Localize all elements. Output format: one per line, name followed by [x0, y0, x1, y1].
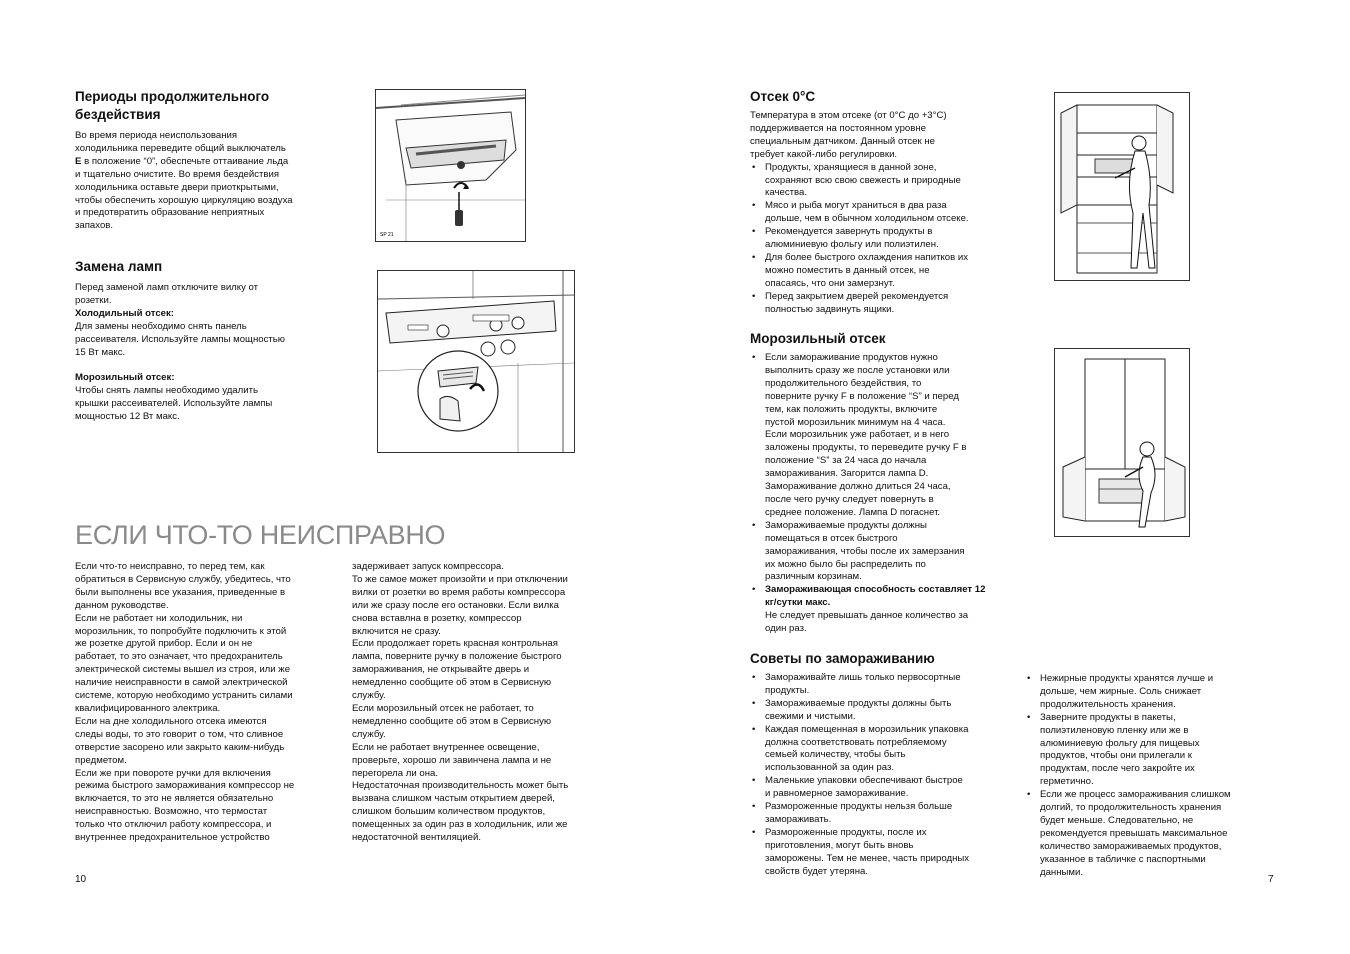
trouble-section: [75, 520, 445, 551]
freezer-label: Морозильный отсек:: [75, 372, 175, 384]
list-item: [750, 291, 1010, 317]
list-item: [750, 200, 1010, 226]
list-item: [750, 520, 1010, 585]
freezer-figure: [1054, 348, 1190, 537]
figure-code: SP 21: [380, 232, 394, 238]
freezer-illustration: [1055, 349, 1189, 536]
text-line: поверните ручку F в положение “S” и перед: [765, 390, 959, 402]
text-line: • Замораживайте лишь только первосортные: [765, 672, 961, 683]
freezer-bullets: [750, 352, 1010, 636]
tips-column-2: [1025, 673, 1275, 880]
text-line: количество замораживаемых продуктов,: [1040, 840, 1222, 852]
text-line: герметично.: [1040, 776, 1094, 788]
text-line: • Каждая помещенная в морозильник упаковка: [765, 723, 969, 735]
fridge-figure: [1054, 92, 1190, 281]
idle-section: [75, 88, 335, 233]
text-line: положение “S” за 24 часа до начала: [765, 455, 927, 467]
text-line: замораживать.: [765, 813, 832, 825]
list-item: [750, 801, 1010, 827]
text-line: выполнить сразу же после установки или: [765, 364, 950, 376]
text-line: рекомендуется превышать максимальное: [1040, 827, 1228, 839]
text-line: должна соответствовать потребляемому: [765, 736, 947, 748]
text-line: тем, как положить продукты, включите: [765, 403, 938, 415]
text-line: продуктам, после чего закройте их: [1040, 763, 1195, 775]
text-line: продуктов, чтобы они прилегали к: [1040, 750, 1193, 762]
text-line: заложены продукты, то переведите ручку F в: [765, 442, 967, 454]
list-item: [750, 698, 1010, 724]
text-line: использованной за один раз.: [765, 762, 895, 774]
page-number-right: 7: [1268, 874, 1274, 885]
idle-text: Во время периода неиспользования холодильника переведите общий выключатель E в положение “0”, обеспечьте оттаивание льда и тщательно очистите. Во время бездействия холодильника оставьте двери приоткрытыми, чтобы обеспечить хорошую циркуляцию воздуха и предотвратить образование неприятных запахов.: [75, 130, 293, 232]
text-line: продукты.: [765, 684, 810, 696]
text-line: • Маленькие упаковки обеспечивают быстрое: [765, 775, 963, 787]
lamp-panel-figure: [375, 89, 526, 242]
text-line: после чего ручку следует повернуть в: [765, 493, 934, 505]
list-item: [750, 672, 1010, 698]
text-line: • Мясо и рыба могут храниться в два раза: [765, 200, 947, 212]
text-line: данными.: [1040, 866, 1084, 878]
text-line: • Размороженные продукты, после их: [765, 826, 927, 838]
lamps-title: Замена ламп: [75, 259, 163, 274]
list-item: [750, 352, 1010, 520]
text-line: заморожены. Тем не менее, часть природных: [765, 852, 970, 864]
lamps-text: Перед заменой ламп отключите вилку от розетки. Холодильный отсек: Для замены необходимо снять панель рассеивателя. Используйте лампы мощностью 15 Вт макс. Морозильный отсек: Чтобы снять лампы необходимо удалить крышки рассеивателей. Используйте лампы мощностью 12 Вт макс.: [75, 282, 335, 424]
list-item: [750, 775, 1010, 801]
text-line: • Для более быстрого охлаждения напитков их: [765, 251, 969, 263]
text-line: кг/сутки макс.: [765, 597, 831, 609]
freezer-title: Морозильный отсек: [750, 331, 886, 346]
freezer-section: [750, 330, 1010, 636]
text-line: • Замораживаемые продукты должны быть: [765, 697, 952, 709]
zero-intro: Температура в этом отсеке (от 0°C до +3°C) поддерживается на постоянном уровне специальным датчиком. Данный отсек не требует какой-либо регулировки.: [750, 110, 947, 160]
control-panel-illustration: [378, 271, 574, 452]
text-line: • Нежирные продукты хранятся лучше и: [1040, 673, 1214, 684]
zero-bullets: [750, 162, 1010, 317]
text-line: алюминиевую фольгу для пищевых: [1040, 737, 1200, 749]
text-line: дольше, чем жирные. Соль снижает: [1040, 685, 1202, 697]
trouble-column-1: Если что-то неисправно, то перед тем, как обратиться в Сервисную службу, убедитесь, что были выполнены все указания, приведенные в данном руководстве. Если не работает ни холодильник, ни морозильник, то попробуйте подключить к этой же розетке другой прибор. Если и он не работает, то это означает, что предохранитель электрической системы вышел из строя, или же наличие неисправности в самой электрической системе, которую необходимо устранить силами квалифицированного электрика. Если на дне холодильного отсека имеются следы воды, то это говорит о том, что сливное отверстие засорено или закрыто каким-нибудь предметом. Если же при повороте ручки для включения режима быстрого замораживания компрессор не включается, то это не является обязательно неисправностью. Возможно, что термостат только что отключил работу компрессора, и внутреннее предохранительное устройство: [75, 561, 295, 844]
list-item: [750, 226, 1010, 252]
text-line: Если морозильник уже работает, и в него: [765, 429, 950, 441]
text-line: свежими и чистыми.: [765, 710, 856, 722]
text-line: • Если замораживание продуктов нужно: [765, 352, 938, 363]
fridge-illustration: [1055, 93, 1189, 280]
text-line: Замораживание должно длиться 24 часа,: [765, 481, 951, 493]
text-line: можно поместить в данный отсек, не: [765, 264, 930, 276]
text-line: их можно было бы распределить по: [765, 558, 926, 570]
text-line: различным корзинам.: [765, 571, 862, 583]
text-line: семьей количеству, чтобы быть: [765, 749, 906, 761]
text-line: полностью задвинуть ящики.: [765, 303, 895, 315]
text-line: алюминиевую фольгу или полиэтилен.: [765, 239, 939, 251]
list-item: [750, 724, 1010, 776]
tips-section: [750, 650, 1010, 879]
lamps-section: [75, 258, 335, 424]
text-line: Не следует превышать данное количество за: [765, 610, 969, 622]
text-line: приготовления, могут быть вновь: [765, 839, 914, 851]
text-line: • Рекомендуется завернуть продукты в: [765, 226, 933, 238]
text-line: • Замораживаемые продукты должны: [765, 519, 927, 531]
text-line: замораживания, чтобы после их замерзания: [765, 545, 965, 557]
idle-title: Периоды продолжительного бездействия: [75, 89, 270, 122]
text-line: указанное в табличке с паспортными: [1040, 853, 1206, 865]
text-line: долгий, то продолжительность хранения: [1040, 802, 1222, 814]
tips-title: Советы по замораживанию: [750, 651, 935, 666]
text-line: один раз.: [765, 623, 807, 635]
text-line: сохраняют всю свою свежесть и природные: [765, 174, 961, 186]
text-line: продолжительность хранения.: [1040, 698, 1176, 710]
trouble-title: ЕСЛИ ЧТО-ТО НЕИСПРАВНО: [75, 520, 446, 550]
text-line: дольше, чем в обычном холодильном отсеке.: [765, 213, 969, 225]
text-line: среднее положение. Лампа D погаснет.: [765, 506, 941, 518]
zero-section: [750, 88, 1010, 317]
text-line: помещаться в отсек быстрого: [765, 532, 898, 544]
tips-column-1: [750, 672, 1010, 879]
fridge-label: Холодильный отсек:: [75, 307, 174, 319]
list-item: [1025, 673, 1275, 712]
text-line: • Заверните продукты в пакеты,: [1040, 711, 1176, 723]
zero-title: Отсек 0°C: [750, 89, 816, 104]
trouble-column-2: задерживает запуск компрессора. То же самое может произойти и при отключении вилки от розетки во время работы компрессора или же сразу после его остановки. Если вилка снова вставлна в розетку, компрессор включится не сразу. Если продолжает гореть красная контрольная лампа, поверните ручку в положение быстрого замораживания, не открывайте дверь и немедленно сообщите об этом в Сервисную службу. Если морозильный отсек не работает, то немедленно сообщите об этом в Сервисную службу. Если не работает внутреннее освещение, проверьте, хорошо ли завинчена лампа и не перегорела ли она. Недостаточная производительность может быть вызвана слишком частым открытием дверей, слишком большим количеством продуктов, помещенных за один раз в холодильник, или же недостаточной вентиляцией.: [352, 561, 569, 844]
page-number-left: 10: [75, 874, 87, 885]
text-line: замораживания. Загорится лампа D.: [765, 468, 929, 480]
text-line: и равномерное замораживание.: [765, 788, 909, 800]
text-line: пустой морозильник минимум на 4 часа.: [765, 416, 946, 428]
text-line: • Замораживающая способность составляет 12: [765, 584, 986, 596]
text-line: полиэтиленовую пленку или же в: [1040, 724, 1189, 736]
text-line: • Размороженные продукты нельзя больше: [765, 801, 953, 813]
list-item: [750, 827, 1010, 879]
text-line: свойств будет утеряна.: [765, 865, 869, 877]
tips-column-2-wrap: [1025, 673, 1275, 880]
control-panel-figure: [377, 270, 575, 453]
list-item: [750, 584, 1010, 636]
text-line: будет меньше. Следовательно, не: [1040, 814, 1194, 826]
list-item: [1025, 789, 1275, 879]
list-item: [750, 252, 1010, 291]
list-item: [1025, 712, 1275, 789]
switch-letter-e: E: [75, 155, 82, 167]
text-line: продолжительного бездействия, то: [765, 377, 922, 389]
text-line: • Продукты, хранящиеся в данной зоне,: [765, 161, 937, 173]
text-line: • Перед закрытием дверей рекомендуется: [765, 290, 949, 302]
lamp-panel-illustration: [376, 90, 525, 241]
text-line: • Если же процесс замораживания слишком: [1040, 789, 1231, 801]
text-line: опасаясь, что они замерзнут.: [765, 277, 895, 289]
list-item: [750, 162, 1010, 201]
text-line: качества.: [765, 187, 808, 199]
